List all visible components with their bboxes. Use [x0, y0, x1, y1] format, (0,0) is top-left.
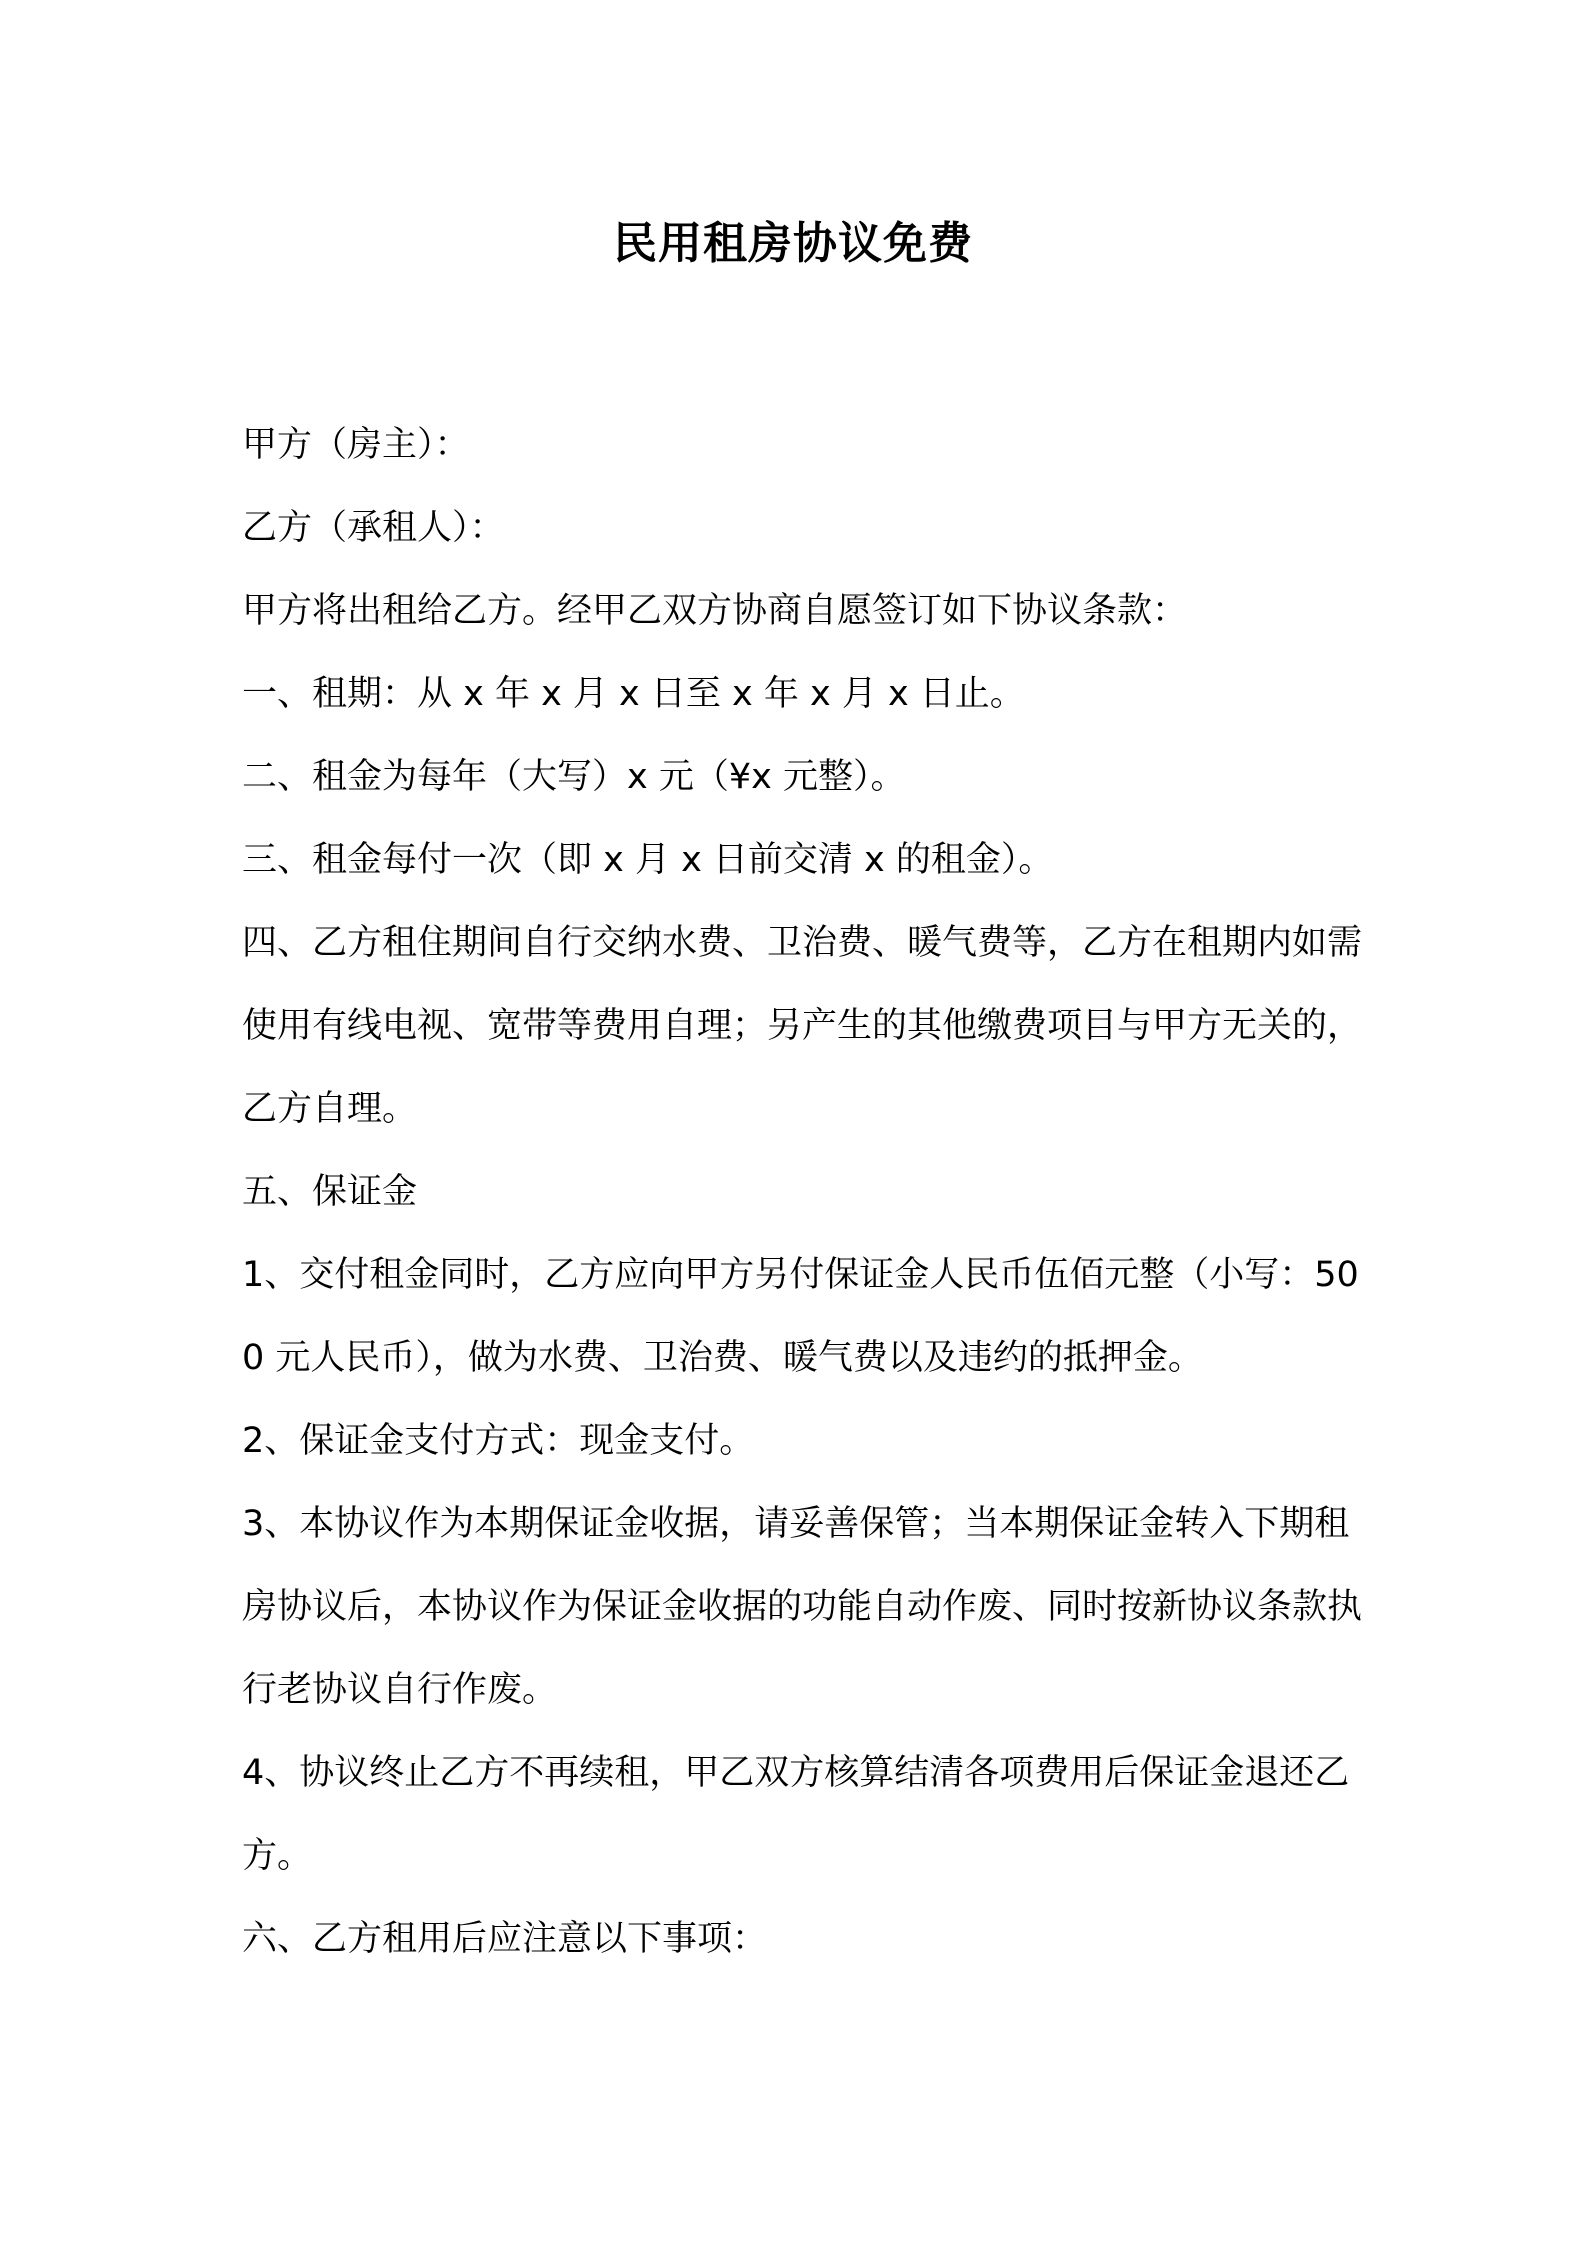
party-b-line: 乙方（承租人）：: [242, 508, 505, 548]
deposit-item-2: 2、保证金支付方式：现金支付。: [242, 1421, 755, 1461]
document-body: [242, 404, 1368, 1981]
clause-3-payment: 三、租金每付一次（即 x 月 x 日前交清 x 的租金）。: [242, 840, 1054, 880]
deposit-item-4: 4、协议终止乙方不再续租，甲乙双方核算结清各项费用后保证金退还乙方。: [242, 1753, 1350, 1876]
deposit-item-3: 3、本协议作为本期保证金收据，请妥善保管；当本期保证金转入下期租房协议后，本协议作为保证金收据的功能自动作废、同时按新协议条款执行老协议自行作废。: [242, 1504, 1363, 1710]
deposit-item-1: 1、交付租金同时，乙方应向甲方另付保证金人民币伍佰元整（小写：500 元人民币），做为水费、卫治费、暖气费以及违约的抵押金。: [242, 1255, 1359, 1378]
clause-2-rent: 二、租金为每年（大写）x 元（¥x 元整）。: [242, 757, 906, 797]
document-title: 民用租房协议免费: [613, 218, 973, 269]
intro-paragraph: 甲方将出租给乙方。经甲乙双方协商自愿签订如下协议条款：: [242, 591, 1188, 631]
clause-6-notes-heading: 六、乙方租用后应注意以下事项：: [242, 1919, 768, 1959]
clause-5-deposit-heading: 五、保证金: [242, 1172, 418, 1212]
clause-4-utilities: 四、乙方租住期间自行交纳水费、卫治费、暖气费等，乙方在租期内如需使用有线电视、宽带等费用自理；另产生的其他缴费项目与甲方无关的，乙方自理。: [242, 923, 1363, 1129]
clause-1-lease-term: 一、租期：从 x 年 x 月 x 日至 x 年 x 月 x 日止。: [242, 674, 1025, 714]
party-a-line: 甲方（房主）：: [242, 425, 470, 465]
